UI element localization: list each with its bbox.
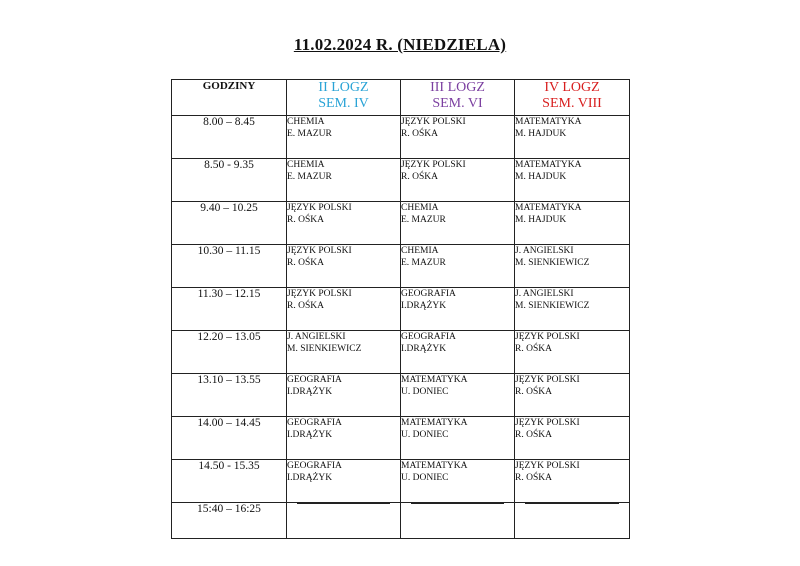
group-header	[287, 80, 401, 116]
class-cell	[287, 460, 401, 503]
teacher-name: R. OŚKA	[287, 301, 324, 311]
time-slot: 8.00 – 8.45	[172, 116, 287, 159]
teacher-name: R. OŚKA	[515, 473, 552, 483]
subject-name: J. ANGIELSKI	[515, 246, 574, 256]
teacher-name: I.DRĄŻYK	[401, 344, 447, 354]
time-slot: 14.50 - 15.35	[172, 460, 287, 503]
subject-name: GEOGRAFIA	[287, 418, 342, 428]
subject-name: CHEMIA	[287, 117, 325, 127]
class-cell	[401, 202, 515, 245]
subject-name: GEOGRAFIA	[287, 375, 342, 385]
group-header	[401, 80, 515, 116]
teacher-name: R. OŚKA	[287, 215, 324, 225]
subject-name: GEOGRAFIA	[401, 289, 456, 299]
class-cell	[401, 245, 515, 288]
subject-name: CHEMIA	[287, 160, 325, 170]
class-cell	[515, 202, 630, 245]
time-slot: 10.30 – 11.15	[172, 245, 287, 288]
subject-name: GEOGRAFIA	[287, 461, 342, 471]
table-row	[172, 202, 630, 245]
class-cell	[287, 116, 401, 159]
class-cell	[287, 159, 401, 202]
class-cell	[515, 460, 630, 503]
class-cell	[287, 245, 401, 288]
subject-name: MATEMATYKA	[401, 375, 468, 385]
table-row	[172, 116, 630, 159]
table-row	[172, 288, 630, 331]
class-cell	[515, 116, 630, 159]
subject-name: J. ANGIELSKI	[515, 289, 574, 299]
subject-name: MATEMATYKA	[401, 418, 468, 428]
class-cell	[515, 417, 630, 460]
teacher-name: R. OŚKA	[287, 258, 324, 268]
group-semester: SEM. VI	[432, 96, 483, 111]
table-row	[172, 503, 630, 539]
time-slot: 13.10 – 13.55	[172, 374, 287, 417]
teacher-name: U. DONIEC	[401, 473, 449, 483]
table-header-row	[172, 80, 630, 116]
empty-class-cell	[287, 503, 401, 539]
subject-name: GEOGRAFIA	[401, 332, 456, 342]
teacher-name: M. HAJDUK	[515, 172, 567, 182]
teacher-name: I.DRĄŻYK	[401, 301, 447, 311]
teacher-name: E. MAZUR	[401, 215, 446, 225]
table-row	[172, 374, 630, 417]
class-cell	[515, 288, 630, 331]
teacher-name: M. HAJDUK	[515, 215, 567, 225]
teacher-name: M. SIENKIEWICZ	[515, 301, 590, 311]
class-cell	[515, 374, 630, 417]
subject-name: CHEMIA	[401, 203, 439, 213]
teacher-name: R. OŚKA	[401, 172, 438, 182]
teacher-name: M. SIENKIEWICZ	[515, 258, 590, 268]
subject-name: JĘZYK POLSKI	[515, 332, 580, 342]
subject-name: MATEMATYKA	[515, 117, 582, 127]
class-cell	[401, 374, 515, 417]
time-slot: 9.40 – 10.25	[172, 202, 287, 245]
teacher-name: U. DONIEC	[401, 430, 449, 440]
time-slot: 8.50 - 9.35	[172, 159, 287, 202]
teacher-name: E. MAZUR	[287, 129, 332, 139]
class-cell	[515, 245, 630, 288]
time-slot: 11.30 – 12.15	[172, 288, 287, 331]
class-cell	[515, 159, 630, 202]
table-row	[172, 331, 630, 374]
group-name: IV LOGZ	[544, 80, 600, 95]
teacher-name: U. DONIEC	[401, 387, 449, 397]
subject-name: JĘZYK POLSKI	[515, 418, 580, 428]
subject-name: CHEMIA	[401, 246, 439, 256]
class-cell	[515, 331, 630, 374]
teacher-name: R. OŚKA	[515, 387, 552, 397]
teacher-name: E. MAZUR	[401, 258, 446, 268]
subject-name: JĘZYK POLSKI	[287, 289, 352, 299]
class-cell	[401, 159, 515, 202]
class-cell	[401, 417, 515, 460]
schedule-table	[171, 79, 630, 539]
subject-name: JĘZYK POLSKI	[287, 246, 352, 256]
subject-name: JĘZYK POLSKI	[515, 375, 580, 385]
empty-slot-line	[297, 503, 390, 504]
table-row	[172, 417, 630, 460]
teacher-name: I.DRĄŻYK	[287, 387, 333, 397]
subject-name: JĘZYK POLSKI	[515, 461, 580, 471]
teacher-name: E. MAZUR	[287, 172, 332, 182]
empty-class-cell	[401, 503, 515, 539]
teacher-name: I.DRĄŻYK	[287, 473, 333, 483]
subject-name: JĘZYK POLSKI	[401, 160, 466, 170]
class-cell	[401, 288, 515, 331]
class-cell	[401, 116, 515, 159]
empty-slot-line	[411, 503, 504, 504]
subject-name: MATEMATYKA	[515, 160, 582, 170]
teacher-name: I.DRĄŻYK	[287, 430, 333, 440]
class-cell	[401, 460, 515, 503]
teacher-name: M. SIENKIEWICZ	[287, 344, 362, 354]
time-slot: 15:40 – 16:25	[172, 503, 287, 539]
class-cell	[287, 288, 401, 331]
group-semester: SEM. VIII	[542, 96, 602, 111]
group-header	[515, 80, 630, 116]
class-cell	[287, 374, 401, 417]
teacher-name: R. OŚKA	[515, 430, 552, 440]
group-semester: SEM. IV	[318, 96, 369, 111]
empty-slot-line	[525, 503, 619, 504]
table-row	[172, 159, 630, 202]
subject-name: J. ANGIELSKI	[287, 332, 346, 342]
page-title: 11.02.2024 R. (NIEDZIELA)	[293, 35, 507, 54]
group-name: II LOGZ	[318, 80, 369, 95]
class-cell	[287, 417, 401, 460]
table-row	[172, 460, 630, 503]
subject-name: JĘZYK POLSKI	[287, 203, 352, 213]
subject-name: MATEMATYKA	[515, 203, 582, 213]
time-slot: 12.20 – 13.05	[172, 331, 287, 374]
teacher-name: M. HAJDUK	[515, 129, 567, 139]
schedule-body	[172, 116, 630, 539]
class-cell	[287, 202, 401, 245]
class-cell	[401, 331, 515, 374]
group-name: III LOGZ	[430, 80, 485, 95]
table-row	[172, 245, 630, 288]
teacher-name: R. OŚKA	[401, 129, 438, 139]
subject-name: JĘZYK POLSKI	[401, 117, 466, 127]
teacher-name: R. OŚKA	[515, 344, 552, 354]
class-cell	[287, 331, 401, 374]
subject-name: MATEMATYKA	[401, 461, 468, 471]
hours-column-header: GODZINY	[172, 80, 287, 116]
empty-class-cell	[515, 503, 630, 539]
time-slot: 14.00 – 14.45	[172, 417, 287, 460]
